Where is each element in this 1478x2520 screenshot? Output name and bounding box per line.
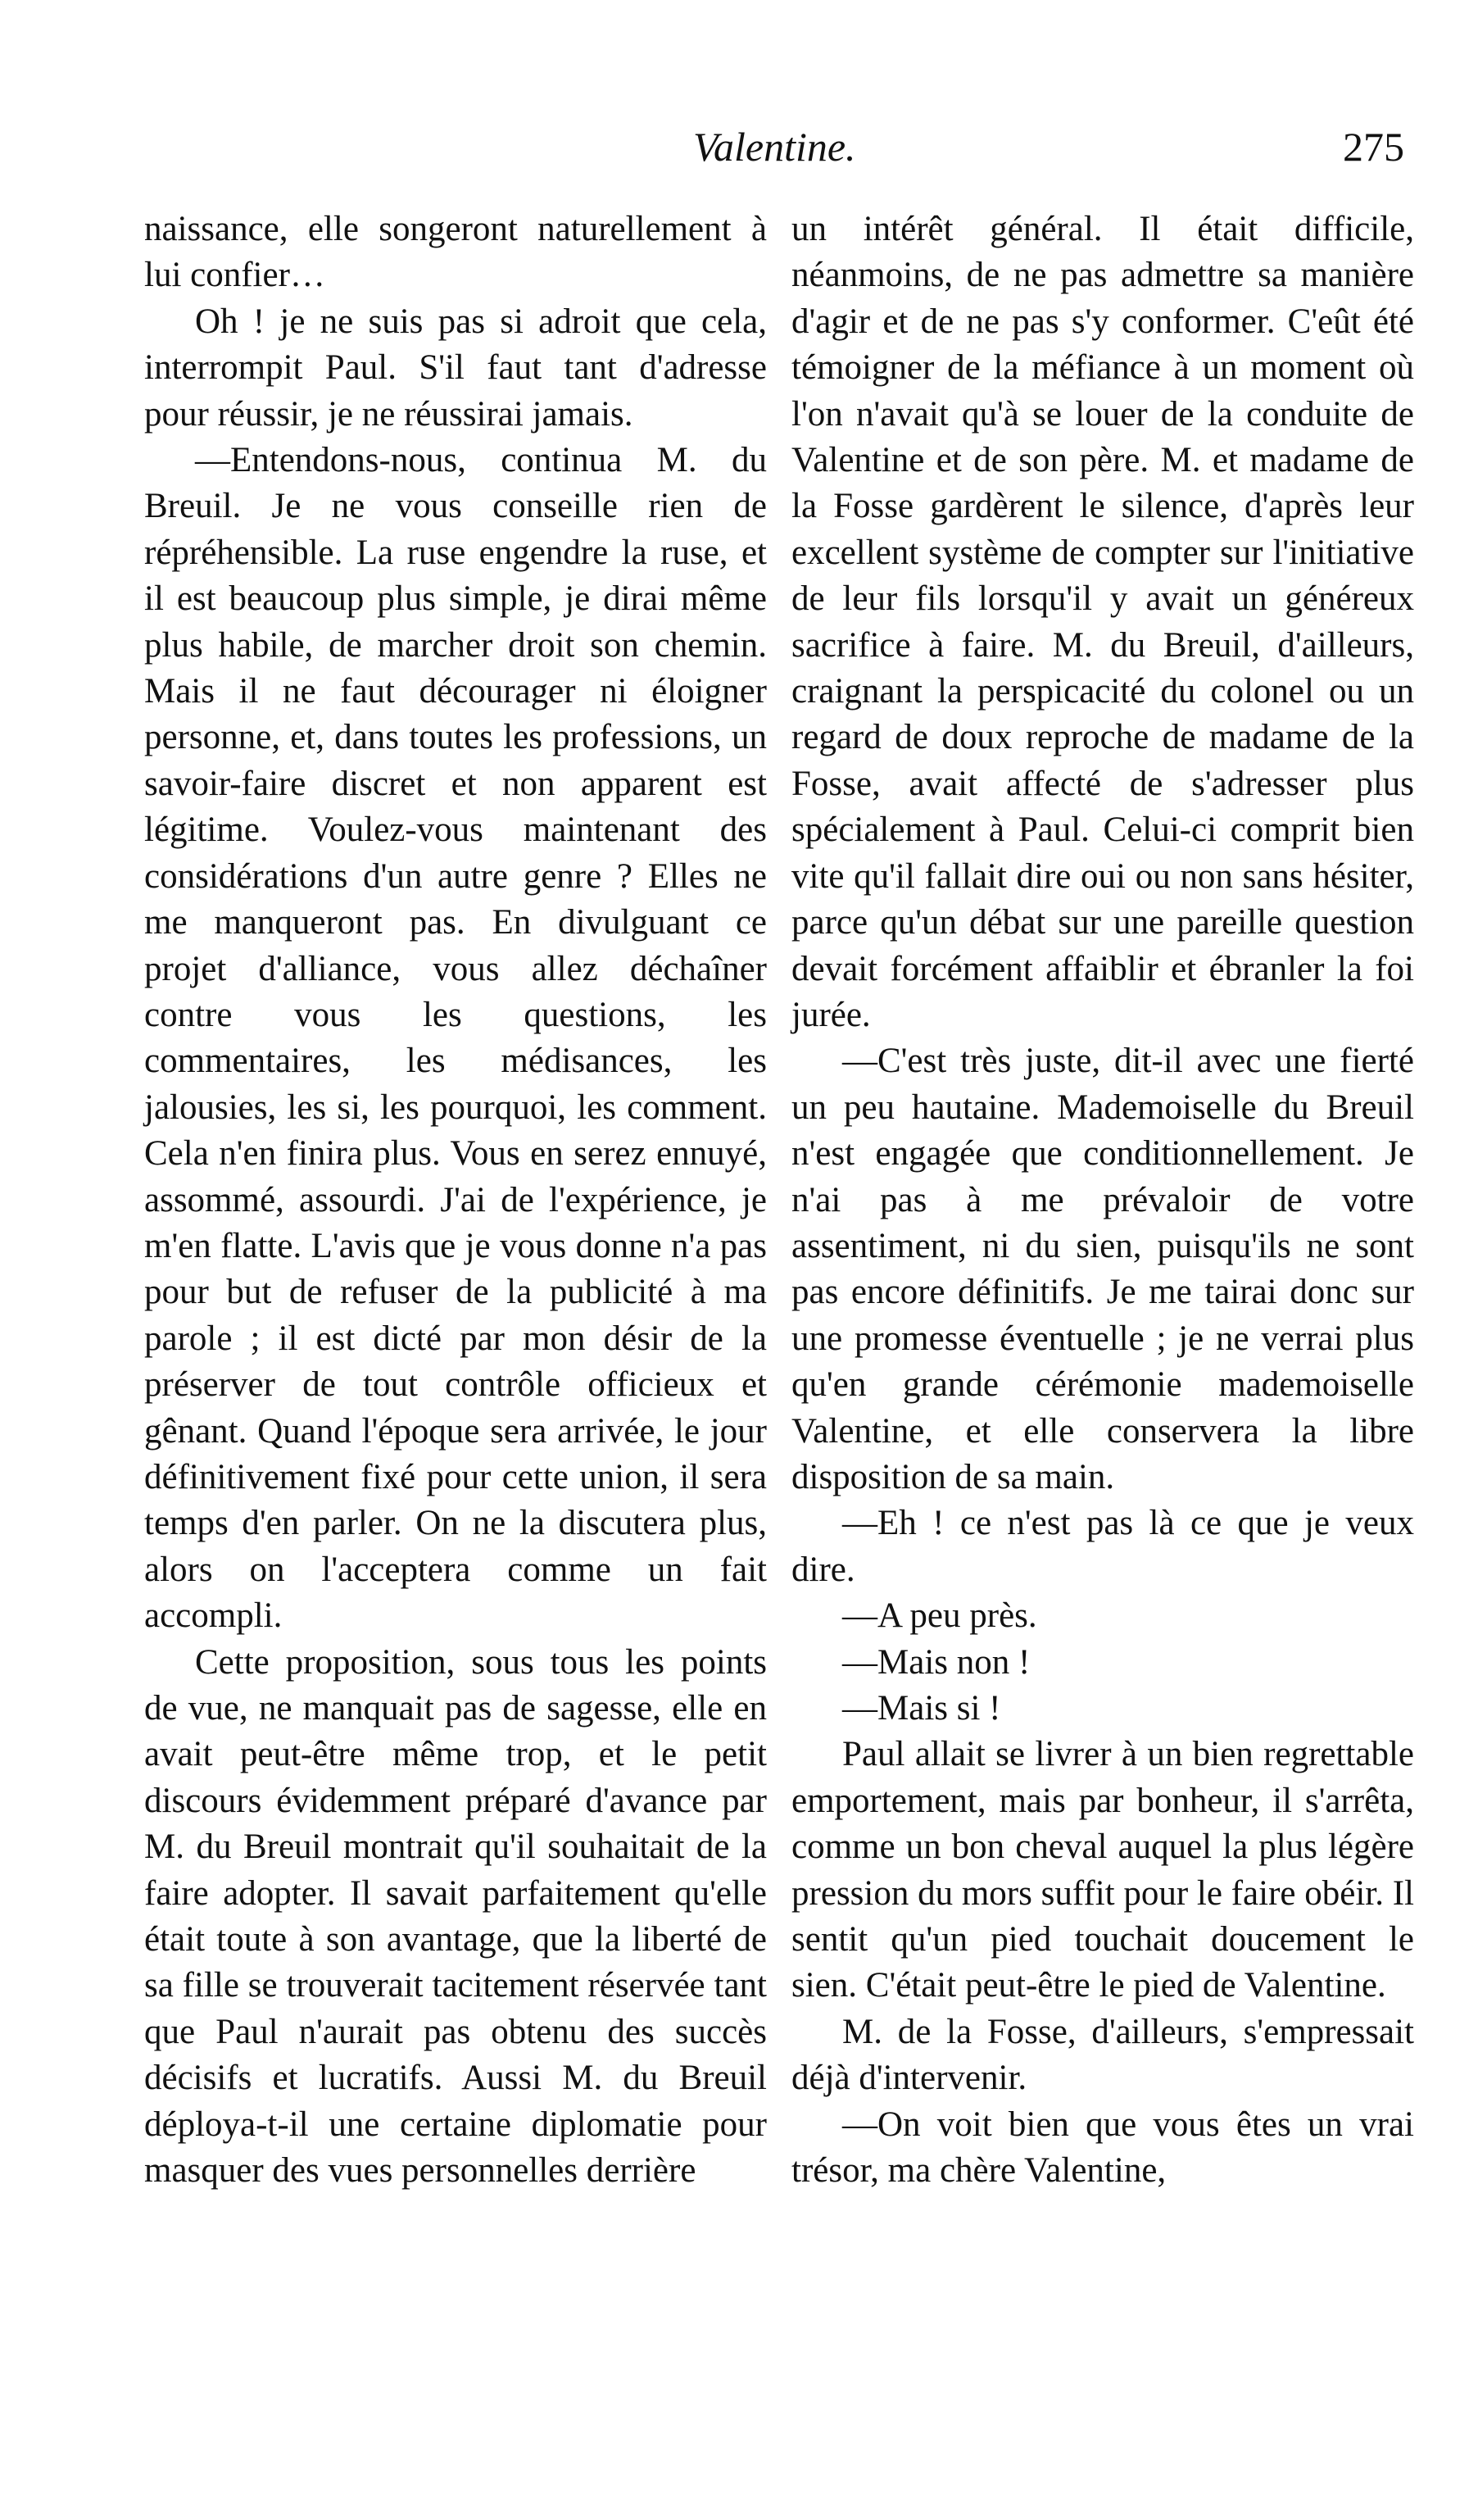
- paragraph: naissance, elle songeront naturellement à lui confier…: [144, 210, 767, 295]
- paragraph: un intérêt général. Il était difficile, néanmoins, de ne pas admettre sa manière d'agir et de ne pas s'y conformer. C'eût été témoigner de la méfiance à un moment où l'on n'avait qu'à se louer de la conduite de Valentine et de son père. M. et madame de la Fosse gardèrent le silence, d'après leur excellent système de compter sur l'initiative de leur fils lorsqu'il y avait un généreux sacrifice à faire. M. du Breuil, d'ailleurs, craignant la perspicacité du colonel ou un regard de doux reproche de madame de la Fosse, avait affecté de s'adresser plus spécialement à Paul. Celui-ci comprit bien vite qu'il fallait dire oui ou non sans hésiter, parce qu'un débat sur une pareille question devait forcément affaiblir et ébranler la foi jurée.: [791, 210, 1414, 1034]
- paragraph: —Mais non !: [842, 1642, 1031, 1682]
- left-text-column: [144, 207, 767, 2194]
- paragraph: Paul allait se livrer à un bien regrettable emportement, mais par bonheur, il s'arrêta, comme un bon cheval auquel la plus légère pression du mors suffit pour le faire obéir. Il sentit qu'un pied touchait doucement le sien. C'était peut-être le pied de Valentine.: [791, 1735, 1414, 2005]
- paragraph: —Entendons-nous, continua M. du Breuil. Je ne vous conseille rien de répréhensible. La ruse engendre la ruse, et il est beaucoup plus simple, je dirai même plus habile, de marcher droit son chemin. Mais il ne faut décourager ni éloigner personne, et, dans toutes les professions, un savoir-faire discret et non apparent est légitime. Voulez-vous maintenant des considérations d'un autre genre ? Elles ne me manqueront pas. En divulguant ce projet d'alliance, vous allez déchaîner contre vous les questions, les commentaires, les médisances, les jalousies, les si, les pourquoi, les comment. Cela n'en finira plus. Vous en serez ennuyé, assommé, assourdi. J'ai de l'expérience, je m'en flatte. L'avis que je vous donne n'a pas pour but de refuser de la publicité à ma parole ; il est dicté par mon désir de la préserver de tout contrôle officieux et gênant. Quand l'époque sera arrivée, le jour définitivement fixé pour cette union, il sera temps d'en parler. On ne la discutera plus, alors on l'acceptera comme un fait accompli.: [144, 441, 767, 1636]
- running-header: [0, 123, 1478, 188]
- right-text-column: [791, 207, 1414, 2194]
- paragraph: —A peu près.: [842, 1596, 1037, 1636]
- running-title: Valentine.: [693, 124, 856, 170]
- paragraph: —On voit bien que vous êtes un vrai trésor, ma chère Valentine,: [791, 2105, 1414, 2191]
- paragraph: M. de la Fosse, d'ailleurs, s'empressait déjà d'intervenir.: [791, 2012, 1414, 2098]
- paragraph: Oh ! je ne suis pas si adroit que cela, interrompit Paul. S'il faut tant d'adresse pour réussir, je ne réussirai jamais.: [144, 302, 767, 434]
- paragraph: —C'est très juste, dit-il avec une fierté un peu hautaine. Mademoiselle du Breuil n'est engagée que conditionnellement. Je n'ai pas à me prévaloir de votre assentiment, ni du sien, puisqu'ils ne sont pas encore définitifs. Je me tairai donc sur une promesse éventuelle ; je ne verrai plus qu'en grande cérémonie mademoiselle Valentine, et elle conservera la libre disposition de sa main.: [791, 1042, 1414, 1496]
- paragraph: Cette proposition, sous tous les points de vue, ne manquait pas de sagesse, elle en avait peut-être même trop, et le petit discours évidemment préparé d'avance par M. du Breuil montrait qu'il souhaitait de la faire adopter. Il savait parfaitement qu'elle était toute à son avantage, que la liberté de sa fille se trouverait tacitement réservée tant que Paul n'aurait pas obtenu des succès décisifs et lucratifs. Aussi M. du Breuil déploya-t-il une certaine diplomatie pour masquer des vues personnelles derrière: [144, 1642, 767, 2191]
- paragraph: —Eh ! ce n'est pas là ce que je veux dire.: [791, 1504, 1414, 1589]
- paragraph: —Mais si !: [842, 1689, 1001, 1728]
- page-number: 275: [1343, 124, 1404, 170]
